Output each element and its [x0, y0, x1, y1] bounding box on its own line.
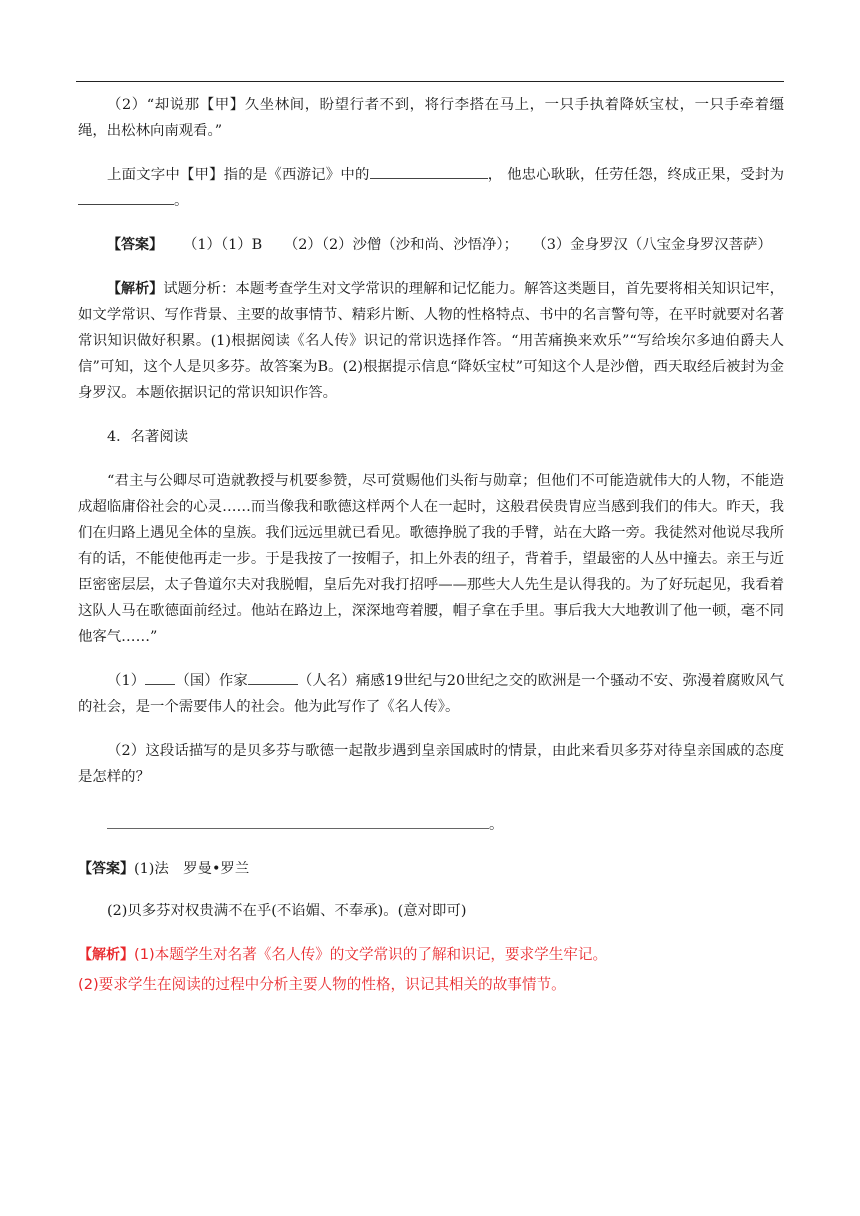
q4-part2: （2）这段话描写的是贝多芬与歌德一起散步遇到皇亲国戚时的情景，由此来看贝多芬对待皇亲国戚的态度是怎样的？ — [78, 743, 784, 785]
part1-text-c: （人名）痛感19世纪与20世纪之交的欧洲是一个骚动不安、弥漫着腐败风气的社会，是一个需要伟人的社会。他为此写作了《名人传》。 — [78, 673, 784, 715]
q3-answer — [78, 232, 784, 258]
analysis-label: 【解析】 — [107, 281, 164, 297]
document-content — [78, 92, 784, 998]
analysis-text: 试题分析：本题考查学生对文学常识的理解和记忆能力。解答这类题目，首先要将相关知识记牢，如文学常识、写作背景、主要的故事情节、精彩片断、人物的性格特点、书中的名言警句等，在平时就要对名著常识知识做好积累。(1)根据阅读《名人传》识记的常识选择作答。“用苦痛换来欢乐”“写给埃尔多迪伯爵夫人信”可知，这个人是贝多芬。故答案为B。(2)根据提示信息“降妖宝杖”可知这个人是沙僧，西天取经后被封为金身罗汉。本题依据识记的常识知识作答。 — [78, 281, 785, 401]
part1-text-b: （国）作家 — [175, 673, 248, 689]
q3-part2-question: （2）“却说那【甲】久坐林间，盼望行者不到，将行李搭在马上，一只手执着降妖宝杖，一只手牵着缰绳，出松林向南观看。” — [78, 97, 784, 139]
q4-analysis-line2: (2)要求学生在阅读的过程中分析主要人物的性格，识记其相关的故事情节。 — [78, 976, 566, 993]
q4-analysis-label: 【解析】 — [78, 947, 134, 963]
q3-analysis — [78, 276, 784, 406]
prompt-text-b: ， 他忠心耿耿，任劳任怨，终成正果，受封为 — [487, 167, 784, 183]
part1-text-a: （1） — [107, 673, 146, 689]
q4-answer-line2: (2)贝多芬对权贵满不在乎(不谄媚、不奉承)。(意对即可) — [107, 903, 467, 919]
q3-part2-prompt — [78, 162, 784, 214]
q4-answer-label: 【答案】 — [78, 861, 134, 877]
q4-answer-line1 — [78, 856, 784, 882]
q4-title: 4．名著阅读 — [107, 429, 189, 445]
q4-passage: “君主与公卿尽可造就教授与机要参赞，尽可赏赐他们头衔与勋章；但他们不可能造就伟大的人物，不能造成超临庸俗社会的心灵……而当像我和歌德这样两个人在一起时，这般君侯贵胄应当感到我们的伟大。昨天，我们在归路上遇见全体的皇族。我们远远里就已看见。歌德挣脱了我的手臂，站在大路一旁。我徒然对他说尽我所有的话，不能使他再走一步。于是我按了一按帽子，扣上外表的纽子，背着手，望最密的人丛中撞去。亲王与近臣密密层层，太子鲁道尔夫对我脱帽，皇后先对我打招呼——那些大人先生是认得我的。为了好玩起见，我看着这队人马在歌德面前经过。他站在路边上，深深地弯着腰，帽子拿在手里。事后我大大地教训了他一顿，毫不同他客气……” — [78, 473, 784, 645]
country-blank[interactable] — [145, 668, 175, 685]
prompt-text-a: 上面文字中【甲】指的是《西游记》中的 — [107, 167, 370, 183]
answer-rule[interactable] — [107, 814, 489, 829]
answer-text: （1）（1）B （2）（2）沙僧（沙和尚、沙悟净）； （3）金身罗汉（八宝金身罗汉菩萨） — [183, 237, 772, 253]
q4-analysis-text1: (1)本题学生对名著《名人传》的文学常识的了解和识记，要求学生牢记。 — [134, 946, 608, 963]
header-rule — [76, 81, 784, 82]
answer-blank-2[interactable] — [78, 188, 174, 205]
prompt-text-c: 。 — [174, 193, 189, 209]
answer-label: 【答案】 — [107, 237, 163, 253]
q4-part1 — [78, 668, 784, 720]
q4-answer-line — [78, 812, 784, 838]
q4-analysis-line1 — [78, 942, 784, 968]
answer-blank-1[interactable] — [370, 162, 488, 179]
author-blank[interactable] — [248, 668, 298, 685]
answer-line-end: 。 — [489, 817, 504, 833]
q4-answer-text1: (1)法 罗曼•罗兰 — [134, 861, 250, 877]
